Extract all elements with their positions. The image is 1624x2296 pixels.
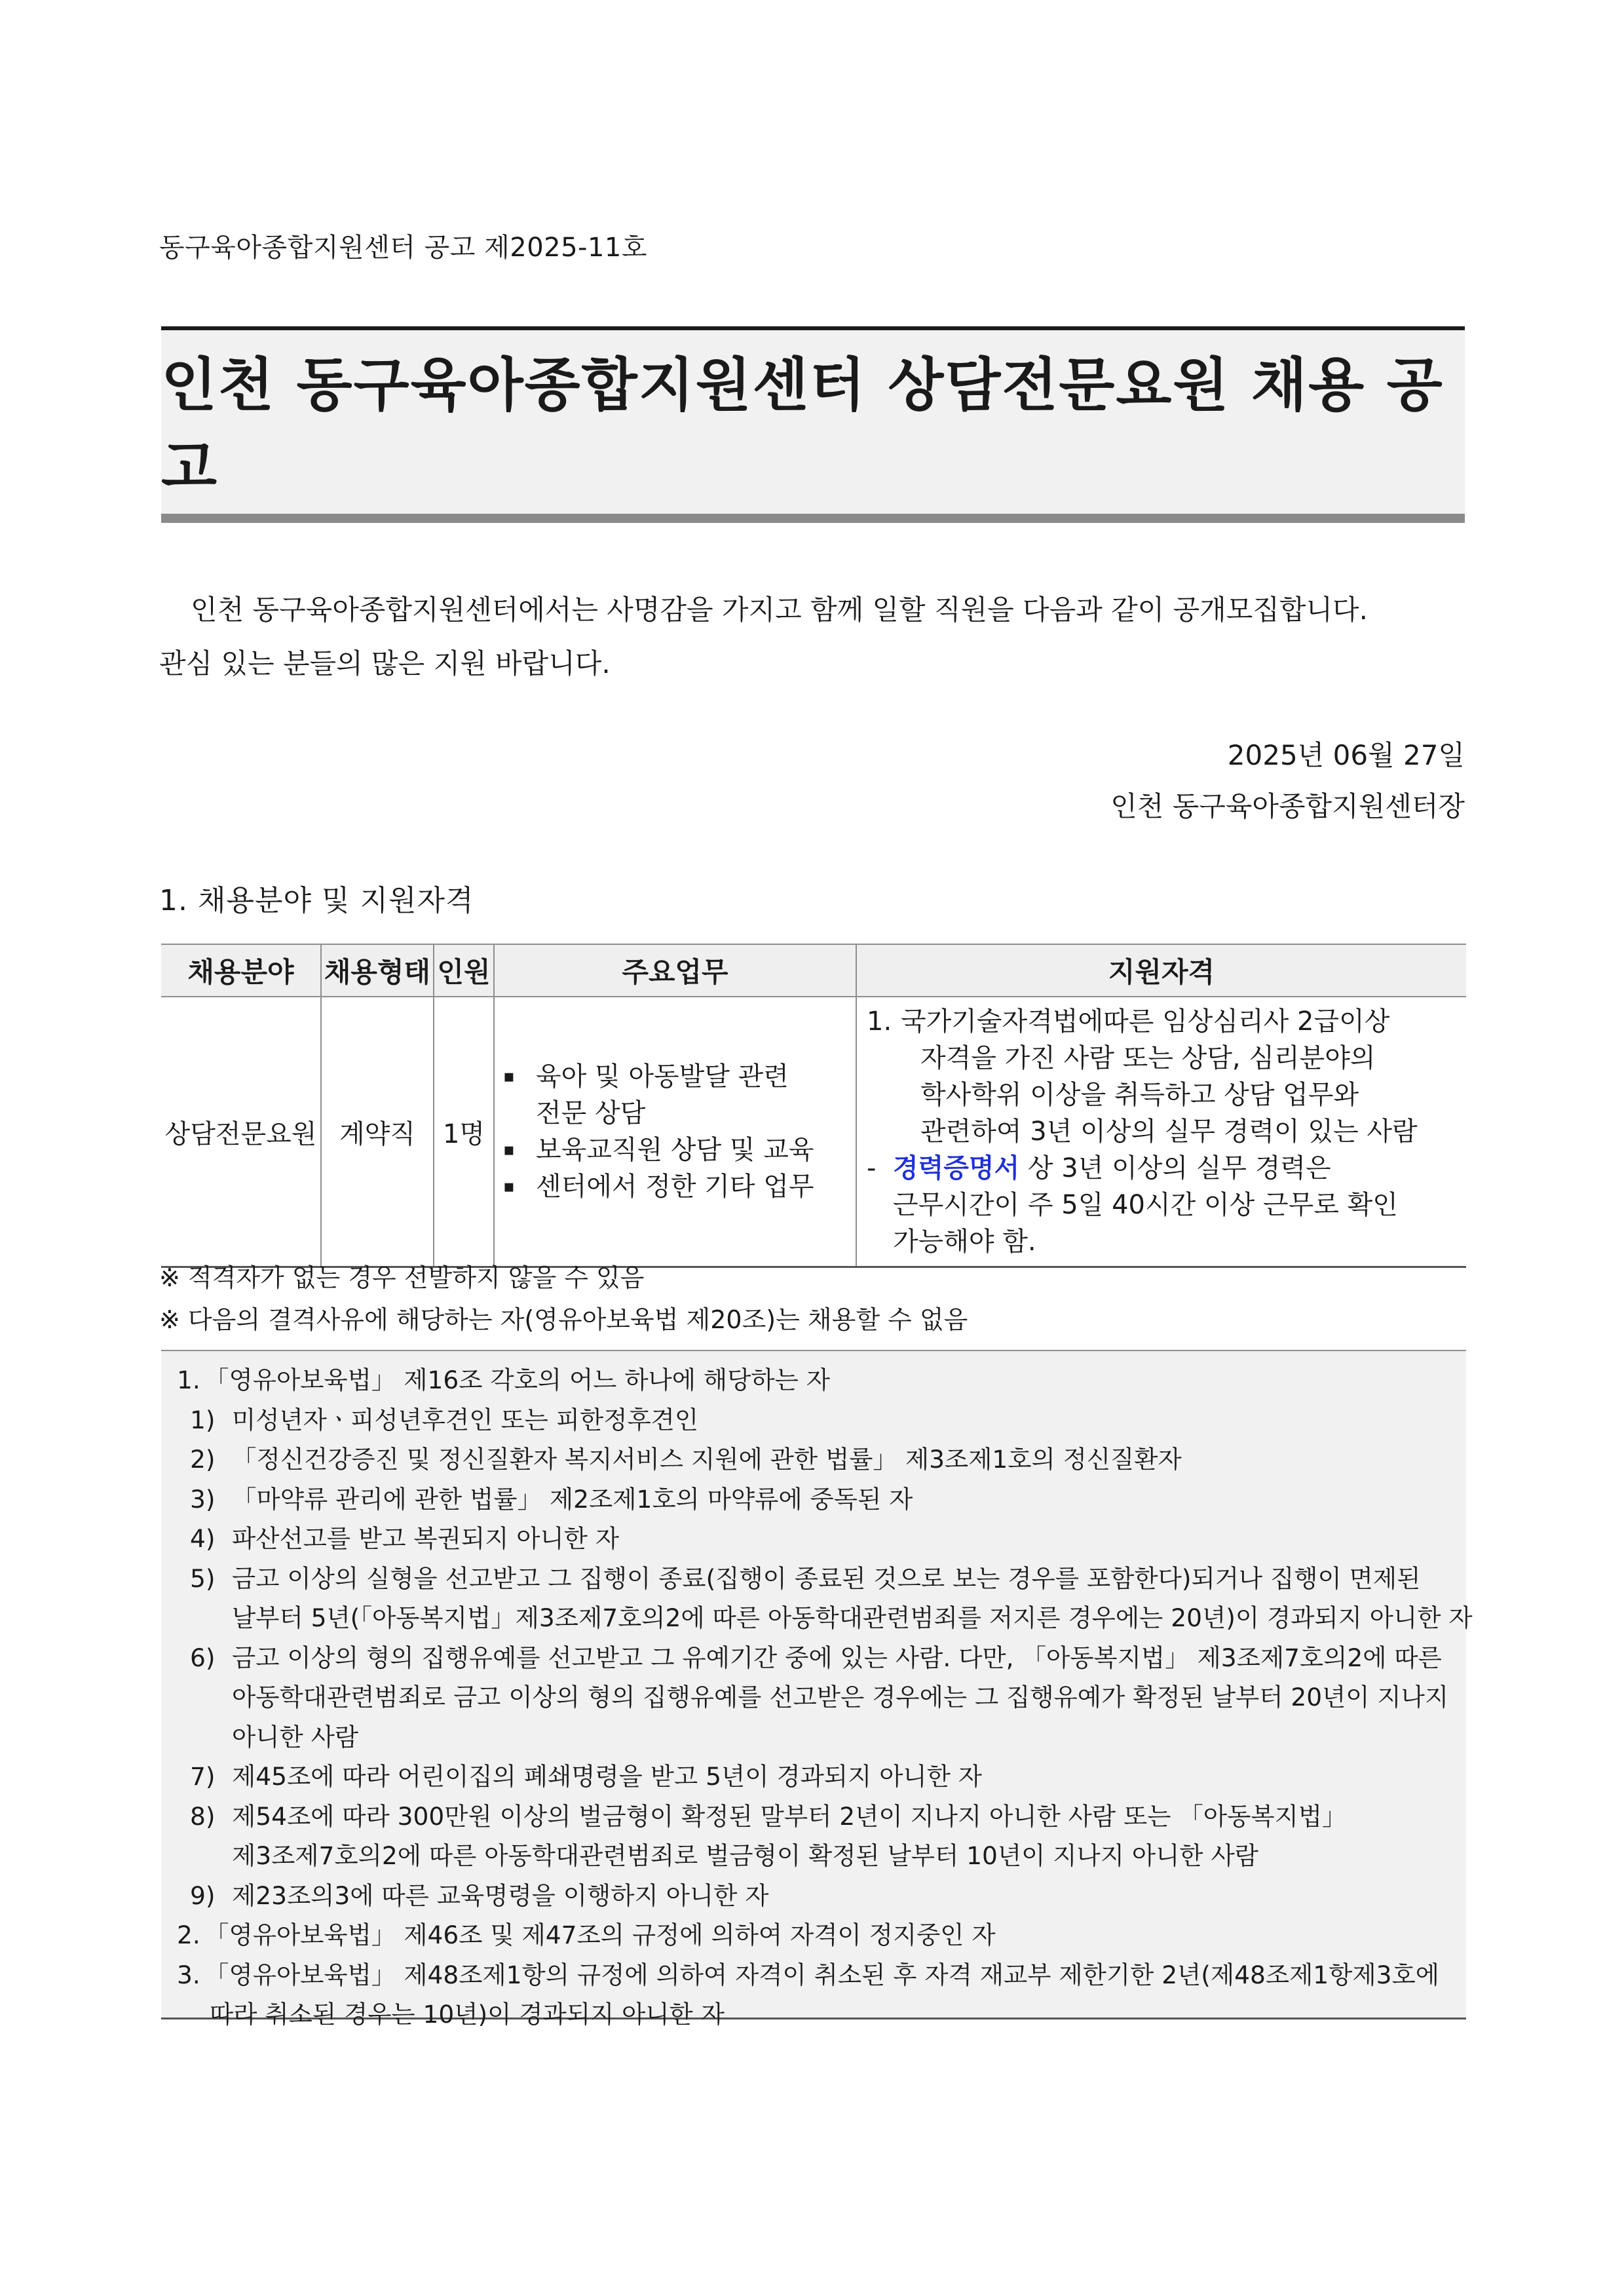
disq-sub-item: 9) 제23조의3에 따른 교육명령을 이행하지 아니한 자 <box>190 1881 769 1910</box>
intro-line-1: 인천 동구육아종합지원센터에서는 사명감을 가지고 함께 일할 직원을 다음과 같이 공개모집합니다. <box>191 594 1368 626</box>
duty-item <box>503 1058 848 1132</box>
disq-continuation: 날부터 5년(「아동복지법」제3조제7호의2에 따른 아동학대관련범죄를 저지른 경우에는 20년)이 경과되지 아니한 자 <box>232 1603 1473 1632</box>
disq-continuation: 아동학대관련범죄로 금고 이상의 형의 집행유예를 선고받은 경우에는 그 집행유예가 확정된 날부터 20년이 지나지 <box>232 1683 1449 1712</box>
square-bullet-icon: ▪ <box>503 1177 515 1196</box>
duty-text: 보육교직원 상담 및 교육 <box>536 1135 814 1165</box>
disq-continuation: 제3조제7호의2에 따른 아동학대관련범죄로 벌금형이 확정된 날부터 10년이 지나지 아니한 사람 <box>232 1841 1258 1870</box>
note-line: ※ 적격자가 없는 경우 선발하지 않을 수 있음 <box>159 1263 645 1292</box>
duty-list <box>495 1058 855 1205</box>
notice-number: 동구육아종합지원센터 공고 제2025-11호 <box>159 233 648 263</box>
disq-sub-item: 3) 「마약류 관리에 관한 법률」 제2조제1호의 마약류에 중독된 자 <box>190 1484 913 1514</box>
duty-item <box>503 1132 848 1168</box>
duty-text: 센터에서 정한 기타 업무 <box>536 1172 814 1202</box>
disq-sub-item: 4) 파산선고를 받고 복권되지 아니한 자 <box>190 1524 620 1553</box>
disq-sub-item: 1) 미성년자ㆍ피성년후견인 또는 피한정후견인 <box>190 1405 699 1434</box>
issuer-name: 인천 동구육아종합지원센터장 <box>1110 790 1465 822</box>
intro-line-2: 관심 있는 분들의 많은 지원 바랍니다. <box>159 647 611 679</box>
recruitment-table <box>161 944 1466 1268</box>
disq-item: 3. 「영유아보육법」 제48조제1항의 규정에 의하여 자격이 취소된 후 자격 재교부 제한기한 2년(제48조제1항제3호에 <box>177 1960 1439 1989</box>
cell-count: 1명 <box>434 997 494 1267</box>
header-duties: 주요업무 <box>494 944 856 997</box>
header-count: 인원 <box>434 944 494 997</box>
duty-text: 전문 상담 <box>536 1098 646 1128</box>
disq-sub-item: 8) 제54조에 따라 300만원 이상의 벌금형이 확정된 말부터 2년이 지나지 아니한 사람 또는 「아동복지법」 <box>190 1801 1347 1831</box>
disq-continuation: 아니한 사람 <box>232 1722 359 1751</box>
disq-sub-item: 7) 제45조에 따라 어린이집의 폐쇄명령을 받고 5년이 경과되지 아니한 자 <box>190 1762 983 1791</box>
header-qualification: 지원자격 <box>856 944 1466 997</box>
disq-sub-item: 6) 금고 이상의 형의 집행유예를 선고받고 그 유예기간 중에 있는 사람. 다만, 「아동복지법」 제3조제7호의2에 따른 <box>190 1643 1442 1672</box>
disqualification-box <box>161 1350 1473 2029</box>
disq-item: 2. 「영유아보육법」 제46조 및 제47조의 규정에 의하여 자격이 정지중인 자 <box>177 1921 996 1949</box>
notice-date: 2025년 06월 27일 <box>1227 739 1465 771</box>
qualification-item-2: - 경력증명서 상 3년 이상의 실무 경력은 근무시간이 주 5일 40시간 이상 근무로 확인 가능해야 함. <box>867 1153 1398 1257</box>
title-banner <box>161 326 1465 523</box>
disq-sub-item: 2) 「정신건강증진 및 정신질환자 복지서비스 지원에 관한 법률」 제3조제1호의 정신질환자 <box>190 1445 1182 1474</box>
header-field: 채용분야 <box>161 944 321 997</box>
highlight-text: 경력증명서 <box>893 1153 1020 1183</box>
page-title: 인천 동구육아종합지원센터 상담전문요원 채용 공고 <box>161 351 1444 501</box>
cell-duties <box>494 997 856 1267</box>
qualification-item-1: 1. 국가기술자격법에따른 임상심리사 2급이상 자격을 가진 사람 또는 상담, 심리분야의 학사학위 이상을 취득하고 상담 업무와 관련하여 3년 이상의 실무 경력이 있는 사람 <box>867 1006 1418 1147</box>
intro-paragraph <box>159 583 1467 691</box>
header-type: 채용형태 <box>321 944 434 997</box>
disq-sub-item: 5) 금고 이상의 실형을 선고받고 그 집행이 종료(집행이 종료된 것으로 보는 경우를 포함한다)되거나 집행이 면제된 <box>190 1563 1421 1593</box>
table-header-row <box>161 944 1466 997</box>
square-bullet-icon: ▪ <box>503 1067 515 1086</box>
notes <box>159 1257 968 1341</box>
note-line: ※ 다음의 결격사유에 해당하는 자(영유아보육법 제20조)는 채용할 수 없음 <box>159 1305 968 1334</box>
table-row <box>161 997 1466 1267</box>
duty-text: 육아 및 아동발달 관련 <box>536 1062 789 1092</box>
cell-field: 상담전문요원 <box>161 997 321 1267</box>
duty-item <box>503 1168 848 1205</box>
disq-item: 1. 「영유아보육법」 제16조 각호의 어느 하나에 해당하는 자 <box>177 1366 830 1394</box>
cell-type: 계약직 <box>321 997 434 1267</box>
square-bullet-icon: ▪ <box>503 1140 515 1160</box>
section-heading: 1. 채용분야 및 지원자격 <box>159 884 474 917</box>
disq-continuation: 따라 취소된 경우는 10년)이 경과되지 아니한 자 <box>210 2000 725 2029</box>
cell-qualification <box>856 997 1466 1267</box>
